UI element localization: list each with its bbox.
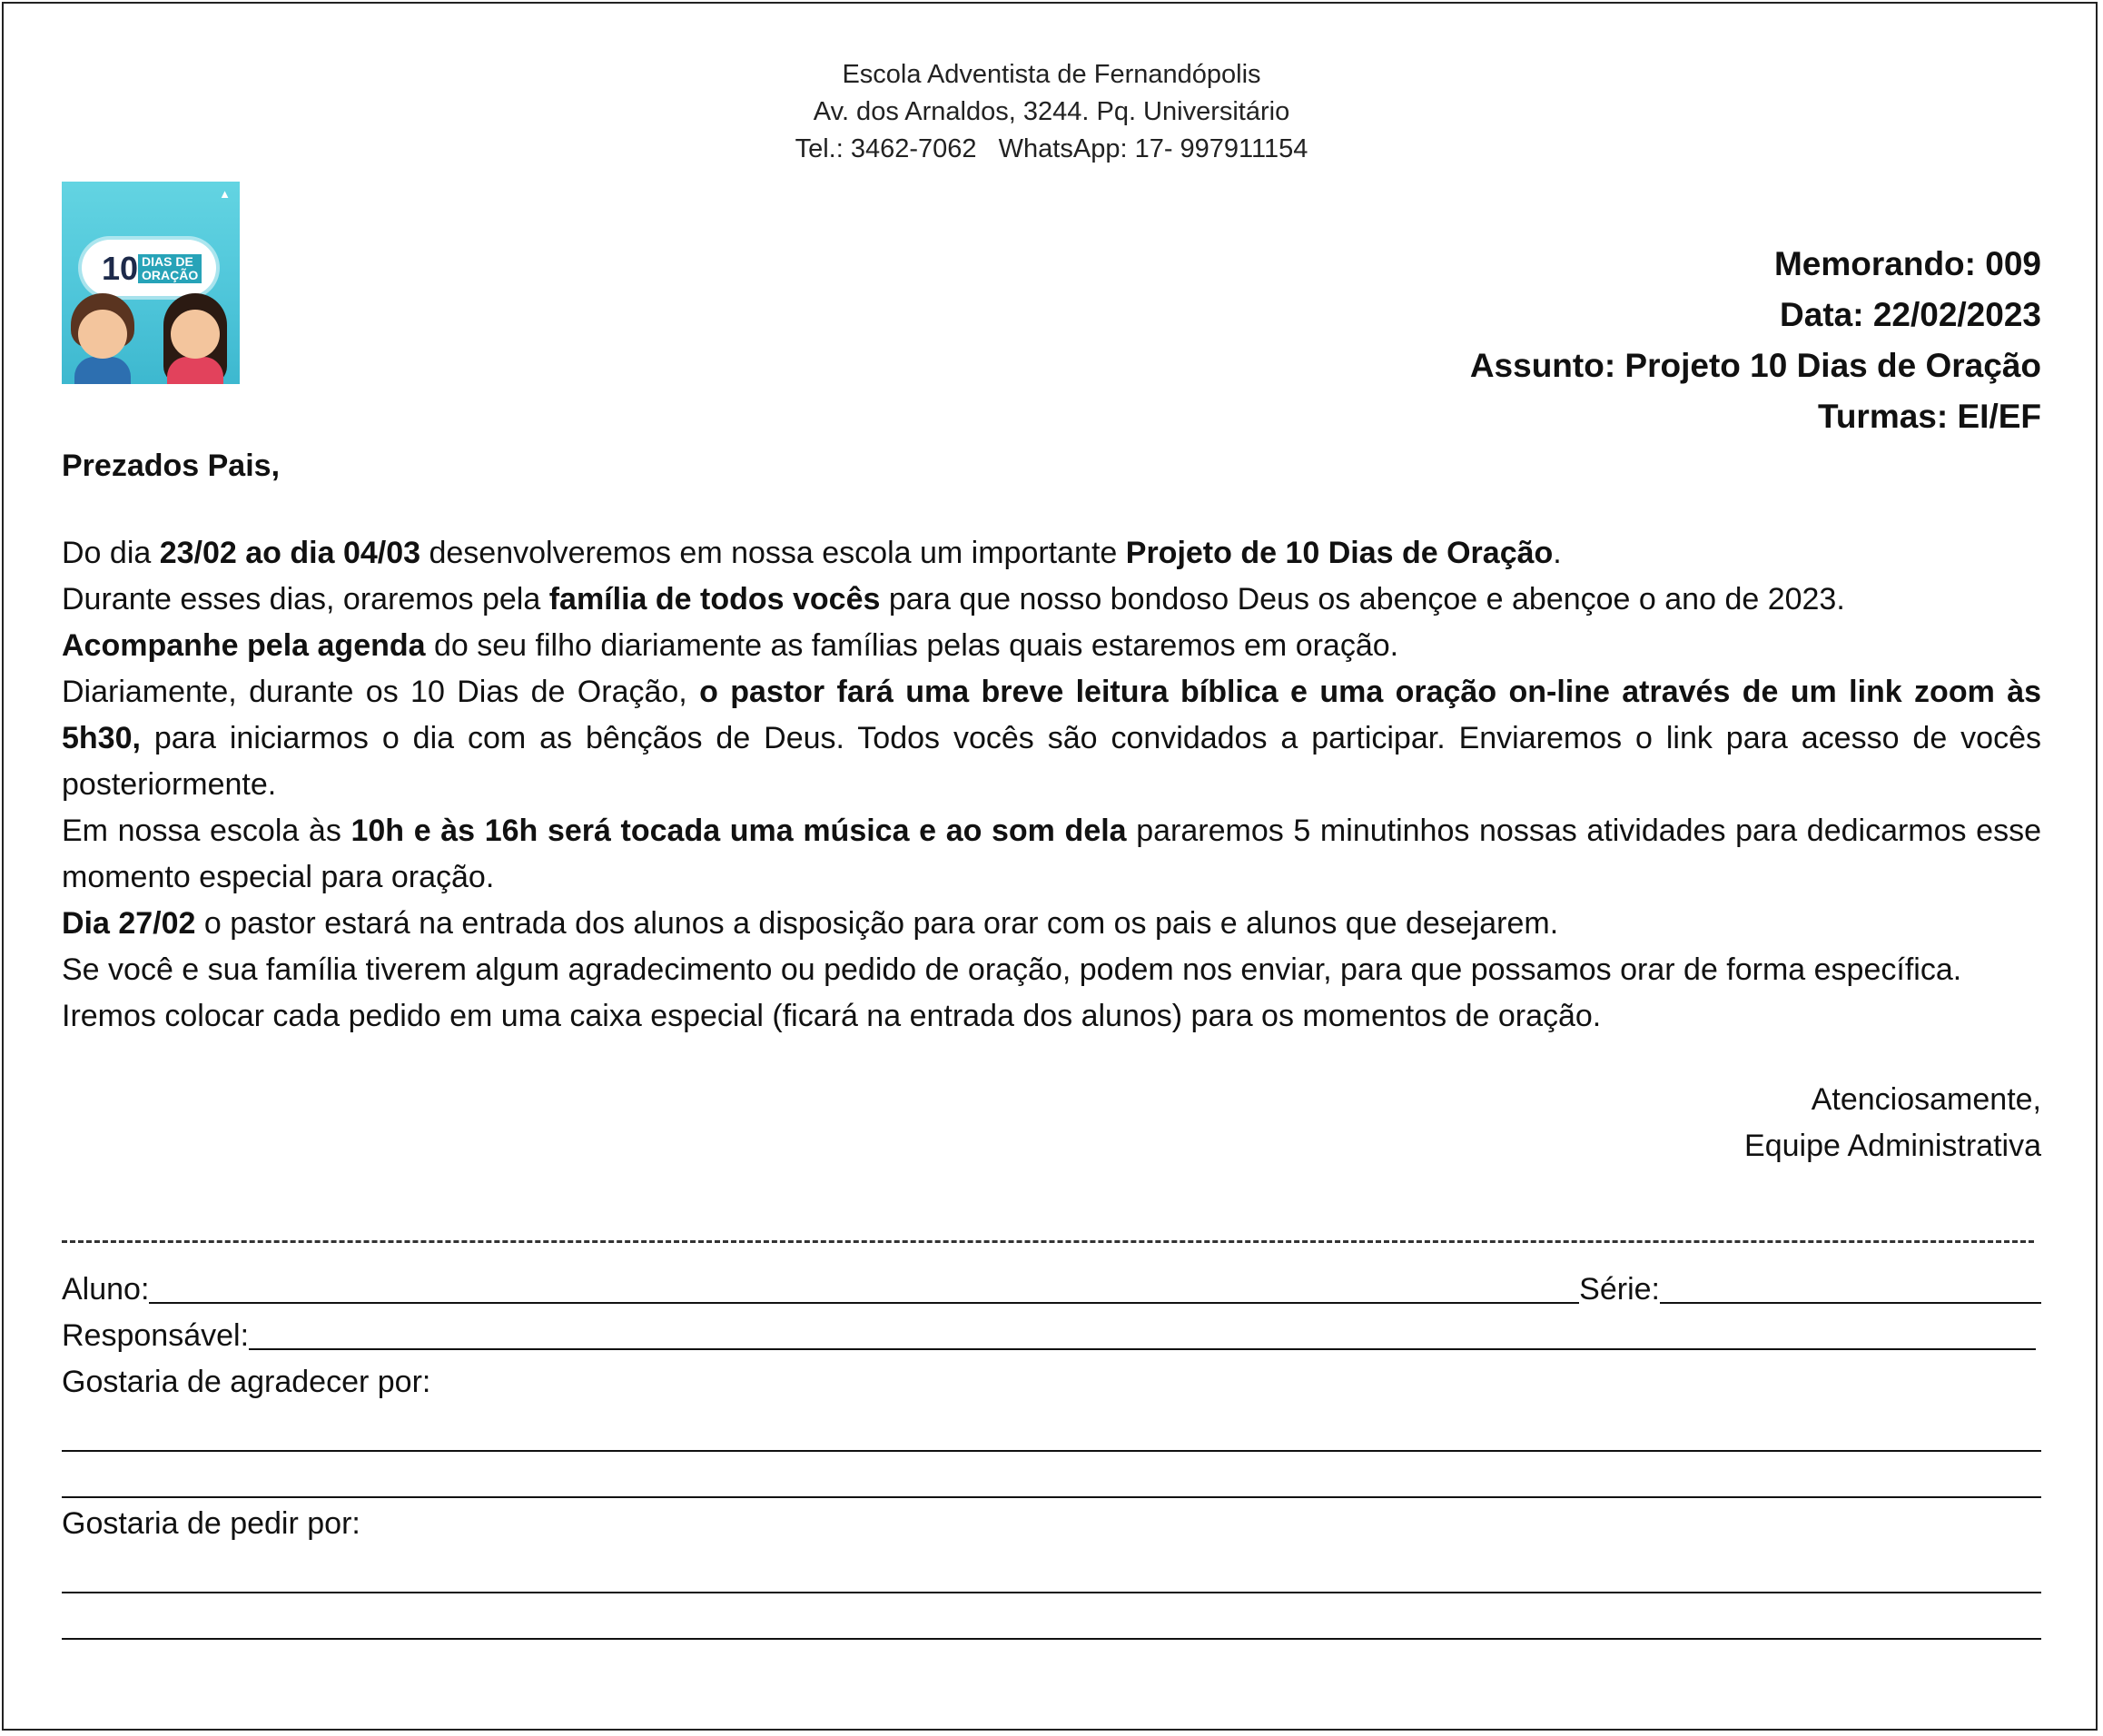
paragraph-pastor-visit: Dia 27/02 o pastor estará na entrada dos alunos a disposição para orar com os pais e alunos que desejarem. xyxy=(62,906,1559,941)
student-label: Aluno: xyxy=(62,1272,150,1307)
greeting: Prezados Pais, xyxy=(62,449,281,483)
guardian-field[interactable] xyxy=(249,1348,2036,1350)
student-row xyxy=(62,1267,2041,1313)
school-contact: Tel.: 3462-7062 WhatsApp: 17- 997911154 xyxy=(795,134,1308,163)
school-name: Escola Adventista de Fernandópolis xyxy=(842,60,1261,89)
thanks-label: Gostaria de agradecer por: xyxy=(62,1365,431,1399)
letterhead xyxy=(0,56,2103,168)
paragraph-requests: Se você e sua família tiverem algum agradecimento ou pedido de oração, podem nos enviar, para que possamos orar de forma específica. Iremos colocar cada pedido em uma caixa especial (ficará na entrada dos alunos) para os momentos de oração. xyxy=(62,952,1962,1033)
request-line[interactable] xyxy=(62,1593,2041,1640)
closing-salutation: Atenciosamente, xyxy=(1811,1082,2041,1117)
paragraph-agenda: Acompanhe pela agenda do seu filho diariamente as famílias pelas quais estaremos em oração. xyxy=(62,628,1399,663)
guardian-label: Responsável: xyxy=(62,1318,250,1353)
paragraph-families: Durante esses dias, oraremos pela família de todos vocês para que nosso bondoso Deus os abençoe e abençoe o ano de 2023. xyxy=(62,582,1845,616)
thanks-label-row xyxy=(62,1359,2041,1406)
prayer-campaign-logo xyxy=(62,182,240,384)
request-line[interactable] xyxy=(62,1547,2041,1593)
memo-subject: Assunto: Projeto 10 Dias de Oração xyxy=(1469,347,2041,384)
memo-date: Data: 22/02/2023 xyxy=(1780,296,2041,333)
signature-block xyxy=(1744,1077,2041,1169)
logo-number: 10 xyxy=(102,250,139,287)
guardian-row xyxy=(62,1313,2041,1359)
request-label: Gostaria de pedir por: xyxy=(62,1506,360,1541)
logo-caption: DIAS DE ORAÇÃO xyxy=(138,254,202,283)
paragraph-online-prayer: Diariamente, durante os 10 Dias de Oração, o pastor fará uma breve leitura bíblica e uma oração on-line através de um link zoom às 5h30, para iniciarmos o dia com as bênçãos de Deus. Todos vocês são convidados a participar. Enviaremos o link para acesso de vocês posteriormente. xyxy=(62,675,2042,802)
reply-slip xyxy=(62,1267,2041,1640)
closing-signature: Equipe Administrativa xyxy=(1744,1129,2041,1163)
memo-body xyxy=(62,530,2041,1040)
request-label-row xyxy=(62,1498,2041,1547)
thanks-line[interactable] xyxy=(62,1452,2041,1498)
thanks-line[interactable] xyxy=(62,1406,2041,1452)
grade-field[interactable] xyxy=(1660,1302,2041,1304)
memo-number: Memorando: 009 xyxy=(1773,245,2041,282)
memo-classes: Turmas: EI/EF xyxy=(1817,398,2041,435)
paragraph-dates: Do dia 23/02 ao dia 04/03 desenvolveremos em nossa escola um importante Projeto de 10 Dias de Oração. xyxy=(62,536,1562,570)
girl-praying-illustration xyxy=(160,293,231,384)
cut-here-divider xyxy=(62,1240,2034,1243)
boy-praying-illustration xyxy=(67,293,138,384)
brand-mark-icon: ▲ xyxy=(219,187,231,201)
memo-details xyxy=(1470,239,2041,442)
school-address: Av. dos Arnaldos, 3244. Pq. Universitário xyxy=(813,97,1290,126)
grade-label: Série: xyxy=(1579,1272,1660,1307)
paragraph-music: Em nossa escola às 10h e às 16h será tocada uma música e ao som dela pararemos 5 minutinhos nossas atividades para dedicarmos esse momento especial para oração. xyxy=(62,814,2042,894)
student-field[interactable] xyxy=(149,1302,1579,1304)
